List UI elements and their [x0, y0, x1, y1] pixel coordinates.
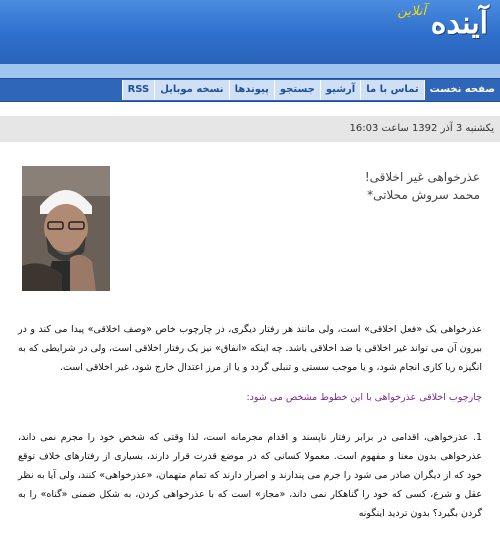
author-portrait-image — [22, 166, 110, 291]
site-logo-subtitle: آنلاین — [397, 4, 426, 19]
article-paragraph: 1. عذرخواهی، اقدامی در برابر رفتار ناپسند و اقدام مجرمانه است، لذا وقتی که شخص خود را مجرم نمی داند، عذرخواهی بدون معنا و مفهوم است. معمولا کسانی که در موضع قدرت قرار دارند، بسیاری از رفتارهای خلاف توقع خود که از دیگران صادر می شود را جرم می پندارند و اصرار دارند که تمام متهمان، «عذرخواهی» کنند، ولی آیا به نظر عقل و شرع، کسی که خود را گناهکار نمی داند، «مجاز» است که با عذرخواهی کردن، به شکل ضمنی «گناه» را به گردن بگیرد؟ بدون تردید اینگونه — [18, 432, 482, 519]
date-bar — [0, 116, 500, 142]
nav-item-search[interactable]: جستجو — [274, 80, 320, 100]
article-paragraph: عذرخواهی یک «فعل اخلاقی» است، ولی مانند هر رفتار دیگری، در چارچوب خاص «وصف اخلاقی» پیدا می کند و در بیرون آن می تواند غیر اخلاقی یا ضد اخلاقی باشد. چه اینکه «انفاق» نیز یک رفتار اخلاقی است، ولی در شرایطی که به انگیزه ریا کاری انجام شود، و یا موجب سستی و تنبلی گردد و یا از مرز اعتدال خارج شود، غیر اخلاقی است. — [18, 324, 482, 373]
nav-item-archive[interactable]: آرشیو — [320, 80, 360, 100]
nav-item-home[interactable]: صفحه نخست — [424, 80, 500, 100]
header-stripe — [0, 64, 500, 78]
article — [0, 142, 500, 523]
nav-item-links[interactable]: پیوندها — [229, 80, 274, 100]
article-author: محمد سروش محلاتی* — [367, 188, 480, 202]
nav-item-contact[interactable]: تماس با ما — [360, 80, 423, 100]
site-header — [0, 0, 500, 64]
post-date: یکشنبه 3 آذر 1392 ساعت 16:03 — [349, 123, 494, 134]
article-title: عذرخواهی غیر اخلاقی! — [364, 170, 480, 184]
author-photo — [22, 166, 110, 291]
nav-item-rss[interactable]: RSS — [122, 80, 155, 100]
main-nav — [0, 78, 500, 102]
site-logo[interactable]: آینده — [430, 6, 488, 41]
nav-item-mobile[interactable]: نسخه موبایل — [154, 80, 228, 100]
article-subheading: چارچوب اخلاقی عذرخواهی با این خطوط مشخص می شود: — [246, 392, 482, 403]
